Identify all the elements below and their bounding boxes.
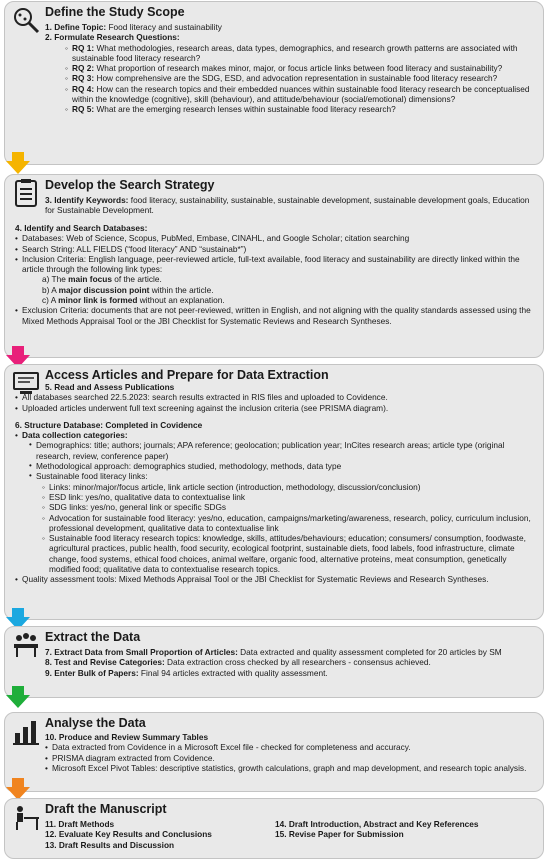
list-item: • Methodological approach: demographics studied, methodology, methods, data type <box>29 461 535 471</box>
list-item: ◦ RQ 1: What methodologies, research areas, data types, demographics, and research growth patterns are associated with sustainable food literacy research? <box>65 43 535 64</box>
list-item: • Quality assessment tools: Mixed Methods Appraisal Tool or the JBI Checklist for Systematic Reviews and Research Syntheses. <box>15 574 535 584</box>
down-arrow-icon <box>6 152 30 174</box>
list-item: • Demographics: title; authors; journals; APA reference; geolocation; publication year; InCites research areas; article type (original research, review, conference paper) <box>29 440 535 461</box>
step-analyse-data: Analyse the Data 10. Produce and Review Summary Tables • Data extracted from Covidence in a Microsoft Excel file - checked for completeness and accuracy. • PRISMA diagram extracted from Covidence. • Microsoft Excel Pivot Tables: descriptive statistics, growth calculations, graph and map development, and research topic analysis. <box>4 712 544 792</box>
step-title: Define the Study Scope <box>45 5 185 19</box>
group-meeting-icon <box>11 630 41 660</box>
list-item: • All databases searched 22.5.2023: search results extracted in RIS files and uploaded to Covidence. <box>15 392 535 402</box>
list-item: ◦ RQ 5: What are the emerging research lenses within sustainable food literacy research? <box>65 104 535 114</box>
list-item: ◦ RQ 4: How can the research topics and their embedded nuances within sustainable food literacy research be conceptualised within the knowledge (cognitive), skill (behaviour), and attitude/behaviour (social/emotional) dimensions? <box>65 84 535 105</box>
writing-desk-icon <box>11 802 41 832</box>
step-draft-manuscript <box>4 798 544 859</box>
list-item: 14. Draft Introduction, Abstract and Key References <box>275 819 479 829</box>
list-item: • Uploaded articles underwent full text screening against the inclusion criteria (see PRISMA diagram). <box>15 403 535 413</box>
down-arrow-icon <box>6 778 30 800</box>
list-item: • Search String: ALL FIELDS (“food literacy” AND “sustainab*”) <box>15 244 535 254</box>
list-item: • Databases: Web of Science, Scopus, PubMed, Embase, CINAHL, and Google Scholar; citation searching <box>15 233 535 243</box>
list-item: ◦ Advocation for sustainable food literacy: yes/no, education, campaigns/marketing/awareness, research, policy, curriculum inclusion, professional development, qualitative data to contextualise link <box>42 513 535 534</box>
list-item: • Data extracted from Covidence in a Microsoft Excel file - checked for completeness and accuracy. <box>45 742 535 752</box>
list-item: • PRISMA diagram extracted from Covidence. <box>45 753 535 763</box>
bar-chart-icon <box>11 716 41 746</box>
step-access-articles: Access Articles and Prepare for Data Extraction 5. Read and Assess Publications • All databases searched 22.5.2023: search results extracted in RIS files and uploaded to Covidence. • Uploaded articles underwent full text screening against the inclusion criteria (see PRISMA diagram). 6. Structure Database: Completed in Covidence • Data collection categories: • Demographics: title; authors; journals; APA reference; geolocation; publication year; InCites research areas; article type (original research, review, conference paper) • Methodological approach: demographics studied, methodology, methods, data type • Sustainable food literacy links: ◦ Links: minor/major/focus article, link article section (introduction, methodology, discussion/conclusion) ◦ ESD link: yes/no, qualitative data to contextualise link ◦ SDG links: yes/no, general link or specific SDGs ◦ Advocation for sustainable food literacy: yes/no, education, campaigns/marketing/awareness, research, policy, curriculum inclusion, professional development, qualitative data to contextualise link ◦ Sustainable food literacy research topics: knowledge, skills, attitudes/behaviours; education; consumers/ consumption, foodwaste, agricultural practices, public health, food security, ecological footprint, sustainable diets, food labels, food infrastructure, climate change, food systems, ethical food choices, animal welfare, organic food, alternative proteins, meat consumption, genetically modified food; qualitative data to contextualise research topics. • Quality assessment tools: Mixed Methods Appraisal Tool or the JBI Checklist for Systematic Reviews and Research Syntheses. <box>4 364 544 620</box>
research-questions <box>65 43 535 115</box>
list-item: 12. Evaluate Key Results and Conclusions <box>45 829 212 840</box>
step-develop-search-strategy: Develop the Search Strategy 3. Identify Keywords: food literacy, sustainability, sustainable, sustainable development, sustainable development goals, Education for Sustainable Development. 4. Identify and Search Databases: • Databases: Web of Science, Scopus, PubMed, Embase, CINAHL, and Google Scholar; citation searching • Search String: ALL FIELDS (“food literacy” AND “sustainab*”) • Inclusion Criteria: English language, peer-reviewed article, full-text available, food literacy and sustainability are directly linked within the article through the following link types: a) The main focus of the article. b) A major discussion point within the article. c) A minor link is formed without an explanation. • Exclusion Criteria: documents that are not peer-reviewed, written in English, and not aligning with the quality standards assessed using the Mixed Methods Appraisal Tool or the JBI Checklist for Systematic Reviews and Research Syntheses. <box>4 174 544 358</box>
step-extract-data: Extract the Data 7. Extract Data from Small Proportion of Articles: Data extracted and quality assessment completed for 20 articles by SM 8. Test and Revise Categories: Data extraction cross checked by all researchers - consensus achieved. 9. Enter Bulk of Papers: Final 94 articles extracted with quality assessment. <box>4 626 544 698</box>
down-arrow-icon <box>6 686 30 708</box>
list-item: ◦ SDG links: yes/no, general link or specific SDGs <box>42 502 535 512</box>
list-item: ◦ RQ 2: What proportion of research makes minor, major, or focus article links between food literacy and sustainability? <box>65 63 535 73</box>
step-title: Analyse the Data <box>45 716 146 730</box>
checklist-icon <box>11 178 41 208</box>
list-item: • Sustainable food literacy links: ◦ Links: minor/major/focus article, link article section (introduction, methodology, discussion/conclusion) ◦ ESD link: yes/no, qualitative data to contextualise link ◦ SDG links: yes/no, general link or specific SDGs ◦ Advocation for sustainable food literacy: yes/no, education, campaigns/marketing/awareness, research, policy, curriculum inclusion, professional development, qualitative data to contextualise link ◦ Sustainable food literacy research topics: knowledge, skills, attitudes/behaviours; education; consumers/ consumption, foodwaste, agricultural practices, public health, food security, ecological footprint, sustainable diets, food labels, food infrastructure, climate change, food systems, ethical food choices, animal welfare, organic food, alternative proteins, meat consumption, genetically modified food; qualitative data to contextualise research topics. <box>29 471 535 574</box>
list-item: ◦ ESD link: yes/no, qualitative data to contextualise link <box>42 492 535 502</box>
step-title: Draft the Manuscript <box>45 802 167 816</box>
list-item: • Microsoft Excel Pivot Tables: descriptive statistics, growth calculations, graph and map development, and research topic analysis. <box>45 763 535 773</box>
list-item: • Inclusion Criteria: English language, peer-reviewed article, full-text available, food literacy and sustainability are directly linked within the article through the following link types: a) The main focus of the article. b) A major discussion point within the article. c) A minor link is formed without an explanation. <box>15 254 535 305</box>
list-item: ◦ Sustainable food literacy research topics: knowledge, skills, attitudes/behaviours; education; consumers/ consumption, foodwaste, agricultural practices, public health, food security, ecological footprint, sustainable diets, food labels, food infrastructure, climate change, food systems, ethical food choices, animal welfare, organic food, alternative proteins, meat consumption, genetically modified food; qualitative data to contextualise research topics. <box>42 533 535 574</box>
list-item: • Data collection categories: • Demographics: title; authors; journals; APA reference; geolocation; publication year; InCites research areas; article type (original research, review, conference paper) • Methodological approach: demographics studied, methodology, methods, data type • Sustainable food literacy links: ◦ Links: minor/major/focus article, link article section (introduction, methodology, discussion/conclusion) ◦ ESD link: yes/no, qualitative data to contextualise link ◦ SDG links: yes/no, general link or specific SDGs ◦ Advocation for sustainable food literacy: yes/no, education, campaigns/marketing/awareness, research, policy, curriculum inclusion, professional development, qualitative data to contextualise link ◦ Sustainable food literacy research topics: knowledge, skills, attitudes/behaviours; education; consumers/ consumption, foodwaste, agricultural practices, public health, food security, ecological footprint, sustainable diets, food labels, food infrastructure, climate change, food systems, ethical food choices, animal welfare, organic food, alternative proteins, meat consumption, genetically modified food; qualitative data to contextualise research topics. <box>15 430 535 574</box>
step-title: Access Articles and Prepare for Data Extraction <box>45 368 329 382</box>
list-item: • Exclusion Criteria: documents that are not peer-reviewed, written in English, and not aligning with the quality standards assessed using the Mixed Methods Appraisal Tool or the JBI Checklist for Systematic Reviews and Research Syntheses. <box>15 305 535 326</box>
step-title: Develop the Search Strategy <box>45 178 215 192</box>
step-title: Extract the Data <box>45 630 141 644</box>
list-item: ◦ RQ 3: How comprehensive are the SDG, ESD, and advocation representation in sustainable food literacy research? <box>65 73 535 83</box>
list-item: 13. Draft Results and Discussion <box>45 839 175 850</box>
list-item: ◦ Links: minor/major/focus article, link article section (introduction, methodology, discussion/conclusion) <box>42 482 535 492</box>
list-item: 15. Revise Paper for Submission <box>275 829 404 840</box>
list-item: 11. Draft Methods <box>45 819 115 829</box>
magnifier-icon <box>11 5 41 35</box>
step-define-study-scope: Define the Study Scope 1. Define Topic: Food literacy and sustainability 2. Formulate Research Questions: ◦ RQ 1: What methodologies, research areas, data types, demographics, and research growth patterns are associated with sustainable food literacy research? ◦ RQ 2: What proportion of research makes minor, major, or focus article links between food literacy and sustainability? ◦ RQ 3: How comprehensive are the SDG, ESD, and advocation representation in sustainable food literacy research? ◦ RQ 4: How can the research topics and their embedded nuances within sustainable food literacy research be conceptualised within the knowledge (cognitive), skill (behaviour), and attitude/behaviour (social/emotional) dimensions? ◦ RQ 5: What are the emerging research lenses within sustainable food literacy research? <box>4 1 544 165</box>
